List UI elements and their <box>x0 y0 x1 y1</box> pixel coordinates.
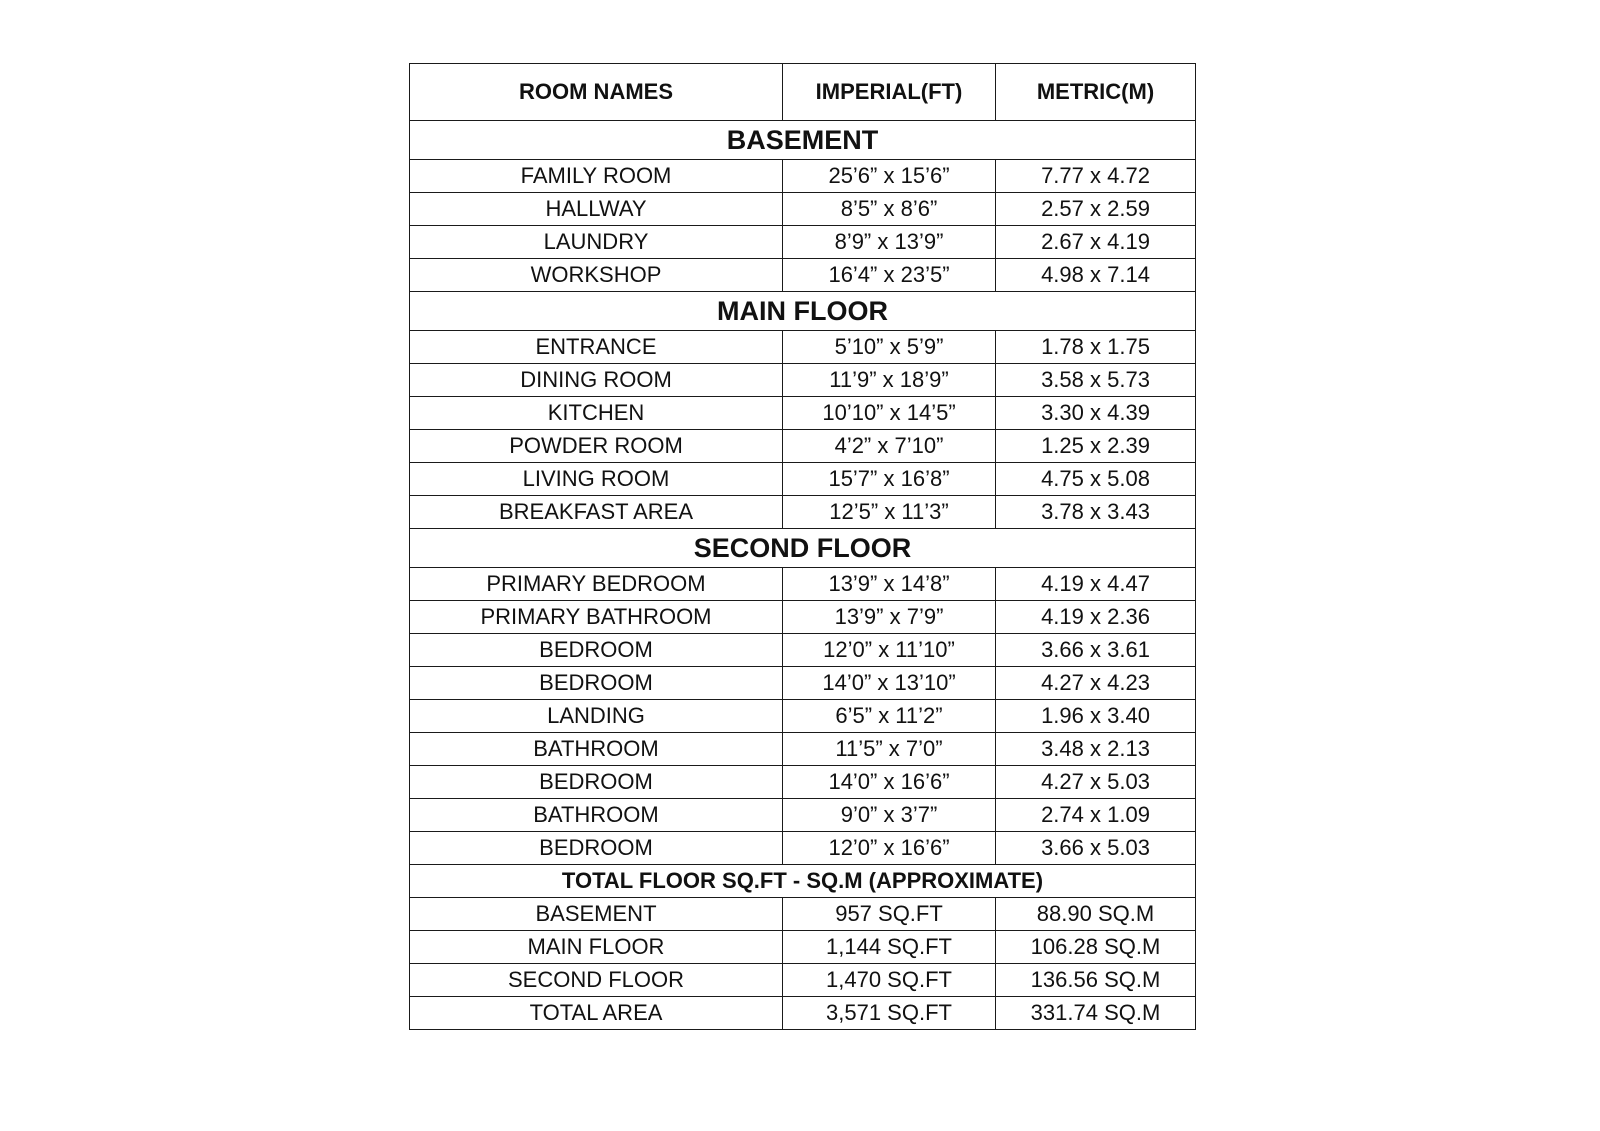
imperial-size: 8’9” x 13’9” <box>783 226 996 259</box>
table-row <box>410 364 1196 397</box>
metric-size: 3.66 x 3.61 <box>996 634 1196 667</box>
metric-size: 4.19 x 2.36 <box>996 601 1196 634</box>
imperial-size: 13’9” x 14’8” <box>783 568 996 601</box>
table-row <box>410 634 1196 667</box>
table-row <box>410 259 1196 292</box>
metric-size: 3.58 x 5.73 <box>996 364 1196 397</box>
section-title: SECOND FLOOR <box>410 529 1196 568</box>
table-row <box>410 193 1196 226</box>
table-row <box>410 832 1196 865</box>
imperial-size: 12’5” x 11’3” <box>783 496 996 529</box>
imperial-size: 25’6” x 15’6” <box>783 160 996 193</box>
section-title: MAIN FLOOR <box>410 292 1196 331</box>
area-name: SECOND FLOOR <box>410 964 783 997</box>
header-metric: METRIC(M) <box>996 64 1196 121</box>
metric-size: 4.75 x 5.08 <box>996 463 1196 496</box>
area-name: MAIN FLOOR <box>410 931 783 964</box>
area-name: BASEMENT <box>410 898 783 931</box>
metric-size: 1.25 x 2.39 <box>996 430 1196 463</box>
imperial-size: 15’7” x 16’8” <box>783 463 996 496</box>
section-title: BASEMENT <box>410 121 1196 160</box>
imperial-size: 14’0” x 16’6” <box>783 766 996 799</box>
metric-size: 3.48 x 2.13 <box>996 733 1196 766</box>
table-row <box>410 331 1196 364</box>
area-sqft: 957 SQ.FT <box>783 898 996 931</box>
area-sqft: 1,470 SQ.FT <box>783 964 996 997</box>
table-row <box>410 397 1196 430</box>
imperial-size: 12’0” x 16’6” <box>783 832 996 865</box>
room-name: POWDER ROOM <box>410 430 783 463</box>
table-row <box>410 733 1196 766</box>
area-sqft: 1,144 SQ.FT <box>783 931 996 964</box>
table-row <box>410 997 1196 1030</box>
table-row <box>410 568 1196 601</box>
area-sqm: 136.56 SQ.M <box>996 964 1196 997</box>
table-row <box>410 799 1196 832</box>
metric-size: 3.78 x 3.43 <box>996 496 1196 529</box>
imperial-size: 4’2” x 7’10” <box>783 430 996 463</box>
table-row <box>410 463 1196 496</box>
imperial-size: 6’5” x 11’2” <box>783 700 996 733</box>
table-row <box>410 667 1196 700</box>
room-name: LAUNDRY <box>410 226 783 259</box>
room-name: BREAKFAST AREA <box>410 496 783 529</box>
imperial-size: 8’5” x 8’6” <box>783 193 996 226</box>
section-row-totals <box>410 865 1196 898</box>
metric-size: 2.74 x 1.09 <box>996 799 1196 832</box>
imperial-size: 5’10” x 5’9” <box>783 331 996 364</box>
table-row <box>410 766 1196 799</box>
metric-size: 4.27 x 5.03 <box>996 766 1196 799</box>
table-row <box>410 964 1196 997</box>
room-name: HALLWAY <box>410 193 783 226</box>
metric-size: 7.77 x 4.72 <box>996 160 1196 193</box>
room-name: BEDROOM <box>410 832 783 865</box>
imperial-size: 11’9” x 18’9” <box>783 364 996 397</box>
room-name: LANDING <box>410 700 783 733</box>
metric-size: 2.57 x 2.59 <box>996 193 1196 226</box>
table-header-row <box>410 64 1196 121</box>
header-room-names: ROOM NAMES <box>410 64 783 121</box>
header-imperial: IMPERIAL(FT) <box>783 64 996 121</box>
room-name: BATHROOM <box>410 733 783 766</box>
area-name: TOTAL AREA <box>410 997 783 1030</box>
area-sqm: 88.90 SQ.M <box>996 898 1196 931</box>
metric-size: 1.96 x 3.40 <box>996 700 1196 733</box>
metric-size: 1.78 x 1.75 <box>996 331 1196 364</box>
imperial-size: 12’0” x 11’10” <box>783 634 996 667</box>
room-name: DINING ROOM <box>410 364 783 397</box>
metric-size: 3.66 x 5.03 <box>996 832 1196 865</box>
table-row <box>410 226 1196 259</box>
room-dimensions-table <box>409 63 1196 1030</box>
table-row <box>410 898 1196 931</box>
imperial-size: 11’5” x 7’0” <box>783 733 996 766</box>
imperial-size: 16’4” x 23’5” <box>783 259 996 292</box>
imperial-size: 9’0” x 3’7” <box>783 799 996 832</box>
room-name: ENTRANCE <box>410 331 783 364</box>
imperial-size: 13’9” x 7’9” <box>783 601 996 634</box>
imperial-size: 10’10” x 14’5” <box>783 397 996 430</box>
room-name: WORKSHOP <box>410 259 783 292</box>
metric-size: 4.27 x 4.23 <box>996 667 1196 700</box>
room-name: LIVING ROOM <box>410 463 783 496</box>
metric-size: 2.67 x 4.19 <box>996 226 1196 259</box>
room-name: BEDROOM <box>410 634 783 667</box>
section-row-main-floor <box>410 292 1196 331</box>
area-sqm: 331.74 SQ.M <box>996 997 1196 1030</box>
table-row <box>410 430 1196 463</box>
imperial-size: 14’0” x 13’10” <box>783 667 996 700</box>
metric-size: 3.30 x 4.39 <box>996 397 1196 430</box>
room-name: FAMILY ROOM <box>410 160 783 193</box>
section-row-second-floor <box>410 529 1196 568</box>
area-sqft: 3,571 SQ.FT <box>783 997 996 1030</box>
area-sqm: 106.28 SQ.M <box>996 931 1196 964</box>
room-name: KITCHEN <box>410 397 783 430</box>
section-row-basement <box>410 121 1196 160</box>
table-row <box>410 601 1196 634</box>
table-row <box>410 931 1196 964</box>
totals-title: TOTAL FLOOR SQ.FT - SQ.M (APPROXIMATE) <box>410 865 1196 898</box>
metric-size: 4.98 x 7.14 <box>996 259 1196 292</box>
metric-size: 4.19 x 4.47 <box>996 568 1196 601</box>
table-row <box>410 700 1196 733</box>
room-name: PRIMARY BEDROOM <box>410 568 783 601</box>
room-name: BATHROOM <box>410 799 783 832</box>
room-name: BEDROOM <box>410 766 783 799</box>
room-name: BEDROOM <box>410 667 783 700</box>
table-row <box>410 496 1196 529</box>
table-row <box>410 160 1196 193</box>
room-name: PRIMARY BATHROOM <box>410 601 783 634</box>
